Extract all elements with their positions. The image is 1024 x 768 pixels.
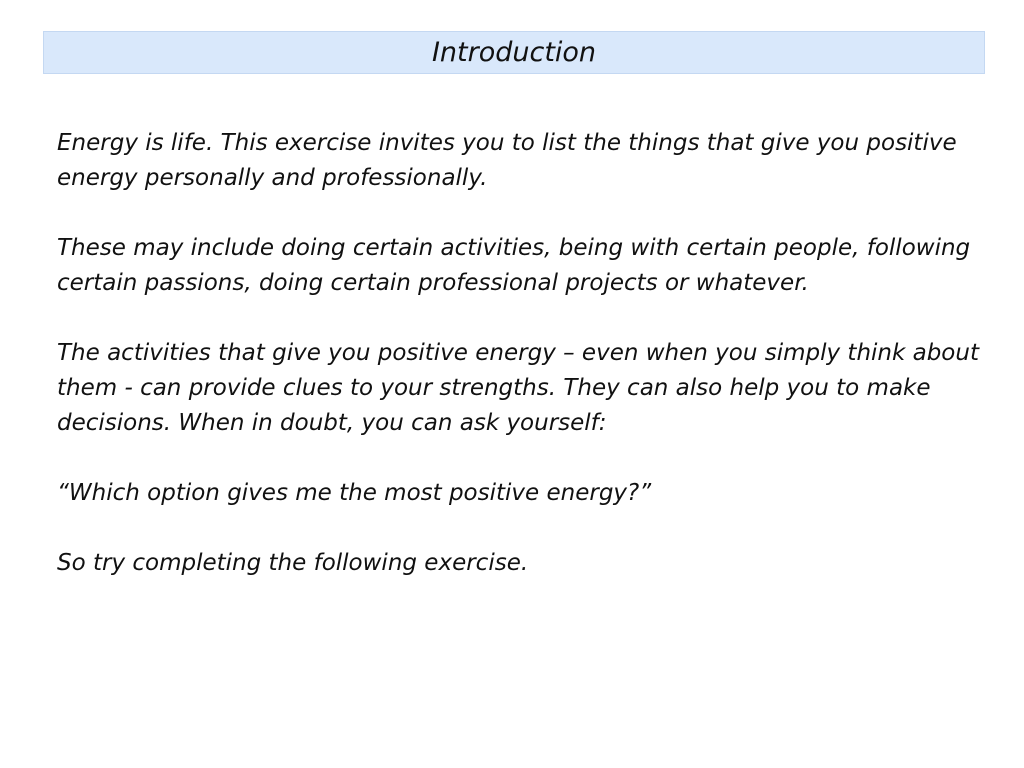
slide-body (57, 126, 987, 581)
paragraph-intro: Energy is life. This exercise invites you to list the things that give you positive energy personally and professionally. (57, 130, 957, 191)
slide-title: Introduction (431, 36, 597, 68)
paragraph-strengths: The activities that give you positive energy – even when you simply think about them - can provide clues to your strengths. They can also help you to make decisions. When in doubt, you can ask yourself: (57, 340, 979, 436)
paragraph-examples: These may include doing certain activities, being with certain people, following certain passions, doing certain professional projects or whatever. (57, 235, 971, 296)
paragraph-instruction: So try completing the following exercise. (57, 550, 529, 576)
paragraph-question: “Which option gives me the most positive energy?” (57, 480, 652, 506)
title-bar (43, 31, 985, 74)
